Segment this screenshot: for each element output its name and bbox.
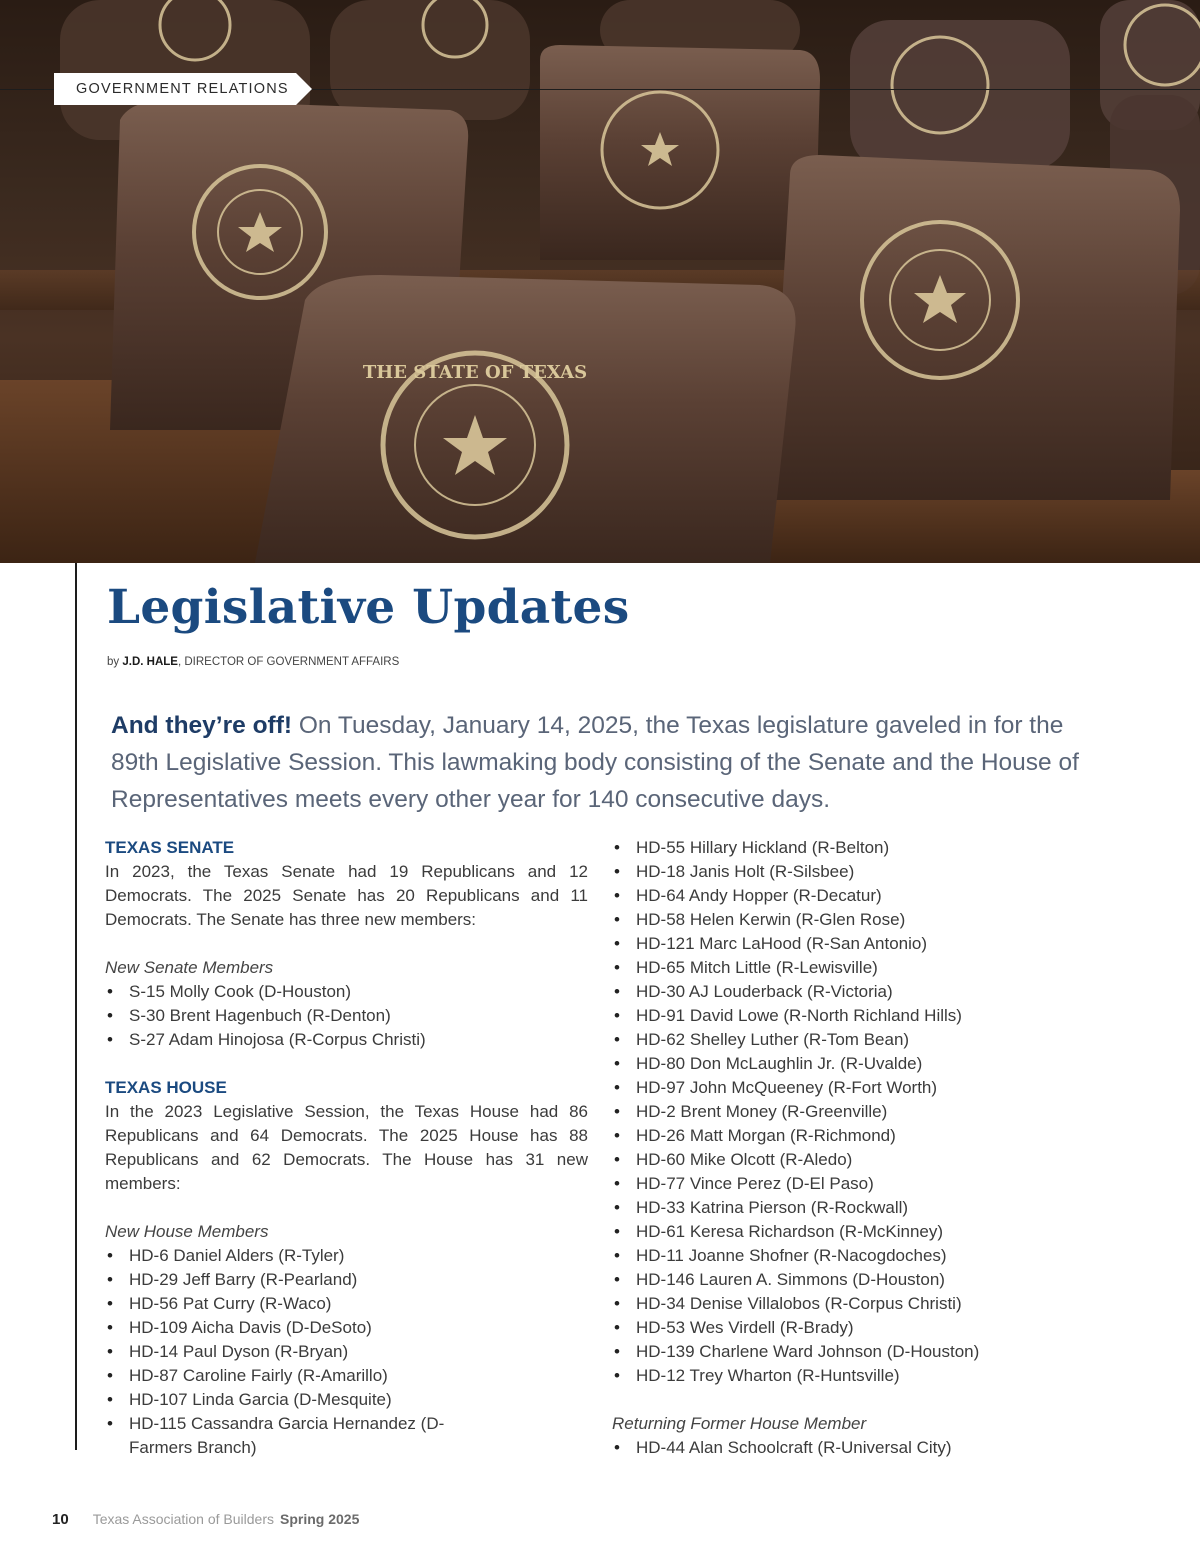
house-members-label: New House Members [105,1222,269,1241]
spacer [105,932,588,956]
seal-lettering: THE STATE OF TEXAS [362,362,588,383]
list-item: • HD-61 Keresa Richardson (R-McKinney) [612,1220,1032,1244]
list-item: • HD-87 Caroline Fairly (R-Amarillo) [105,1364,588,1388]
list-item: • HD-14 Paul Dyson (R-Bryan) [105,1340,588,1364]
list-item: • S-27 Adam Hinojosa (R-Corpus Christi) [105,1028,588,1052]
list-item: • HD-65 Mitch Little (R-Lewisville) [612,956,1032,980]
spacer [612,1388,1032,1412]
list-item: • HD-91 David Lowe (R-North Richland Hills) [612,1004,1032,1028]
lead-text: On Tuesday, January 14, 2025, the Texas legislature gaveled in for the 89th Legislative Session. This lawmaking body consisting of the Senate and the House of Representatives meets every other year for 140 consecutive days. [111,712,1079,813]
returning-member-label: Returning Former House Member [612,1414,867,1433]
byline-role: , DIRECTOR OF GOVERNMENT AFFAIRS [177,656,400,668]
list-item: • HD-30 AJ Louderback (R-Victoria) [612,980,1032,1004]
list-item: • HD-97 John McQueeney (R-Fort Worth) [612,1076,1032,1100]
left-column [105,836,588,1460]
list-item: • HD-80 Don McLaughlin Jr. (R-Uvalde) [612,1052,1032,1076]
list-item: • HD-6 Daniel Alders (R-Tyler) [105,1244,588,1268]
byline [107,656,399,668]
publication-name: Texas Association of Builders [92,1511,275,1527]
list-item: • HD-34 Denise Villalobos (R-Corpus Christi) [612,1292,1032,1316]
list-item: • S-15 Molly Cook (D-Houston) [105,980,588,1004]
list-item: • HD-29 Jeff Barry (R-Pearland) [105,1268,588,1292]
spacer [105,1052,588,1076]
list-item: • HD-107 Linda Garcia (D-Mesquite) [105,1388,588,1412]
house-body: In the 2023 Legislative Session, the Texas House had 86 Republicans and 64 Democrats. The 2025 House has 88 Republicans and 62 Democrats. The House has 31 new members: [105,1102,588,1193]
list-item: • HD-115 Cassandra Garcia Hernandez (D-Farmers Branch) [105,1412,459,1460]
senate-heading: TEXAS SENATE [105,838,235,857]
list-item: • HD-53 Wes Virdell (R-Brady) [612,1316,1032,1340]
list-item: • HD-139 Charlene Ward Johnson (D-Houston) [612,1340,1032,1364]
right-column [612,836,1032,1460]
list-item: • HD-12 Trey Wharton (R-Huntsville) [612,1364,1032,1388]
senate-members-list [105,980,588,1052]
issue-label: Spring 2025 [280,1511,360,1527]
lead-paragraph [111,707,1111,818]
list-item: • HD-64 Andy Hopper (R-Decatur) [612,884,1032,908]
list-item: • HD-2 Brent Money (R-Greenville) [612,1100,1032,1124]
list-item: • HD-33 Katrina Pierson (R-Rockwall) [612,1196,1032,1220]
senate-members-label: New Senate Members [105,958,274,977]
returning-member-list [612,1436,1032,1460]
list-item: • HD-109 Aicha Davis (D-DeSoto) [105,1316,588,1340]
house-heading: TEXAS HOUSE [105,1078,227,1097]
house-members-list-right [612,836,1032,1388]
page-number: 10 [52,1511,69,1528]
list-item: • HD-60 Mike Olcott (R-Aledo) [612,1148,1032,1172]
list-item: • S-30 Brent Hagenbuch (R-Denton) [105,1004,588,1028]
list-item: • HD-18 Janis Holt (R-Silsbee) [612,860,1032,884]
list-item: • HD-56 Pat Curry (R-Waco) [105,1292,588,1316]
list-item: • HD-58 Helen Kerwin (R-Glen Rose) [612,908,1032,932]
article-title: Legislative Updates [107,580,630,635]
list-item: • HD-26 Matt Morgan (R-Richmond) [612,1124,1032,1148]
section-tab-label: GOVERNMENT RELATIONS [76,81,289,97]
senate-body: In 2023, the Texas Senate had 19 Republicans and 12 Democrats. The 2025 Senate has 20 Republicans and 11 Democrats. The Senate has three new members: [105,862,588,929]
list-item: • HD-121 Marc LaHood (R-San Antonio) [612,932,1032,956]
section-tab [54,73,296,105]
byline-prefix: by [107,656,120,668]
house-members-list-left [105,1244,588,1460]
byline-author: J.D. HALE [122,656,178,668]
list-item: • HD-146 Lauren A. Simmons (D-Houston) [612,1268,1032,1292]
page-footer [52,1511,359,1528]
list-item: • HD-55 Hillary Hickland (R-Belton) [612,836,1032,860]
lead-strong: And they’re off! [111,712,293,739]
list-item: • HD-62 Shelley Luther (R-Tom Bean) [612,1028,1032,1052]
spacer [105,1196,588,1220]
list-item: • HD-11 Joanne Shofner (R-Nacogdoches) [612,1244,1032,1268]
list-item: • HD-77 Vince Perez (D-El Paso) [612,1172,1032,1196]
list-item: • HD-44 Alan Schoolcraft (R-Universal City) [612,1436,1032,1460]
side-rule [75,563,77,1450]
